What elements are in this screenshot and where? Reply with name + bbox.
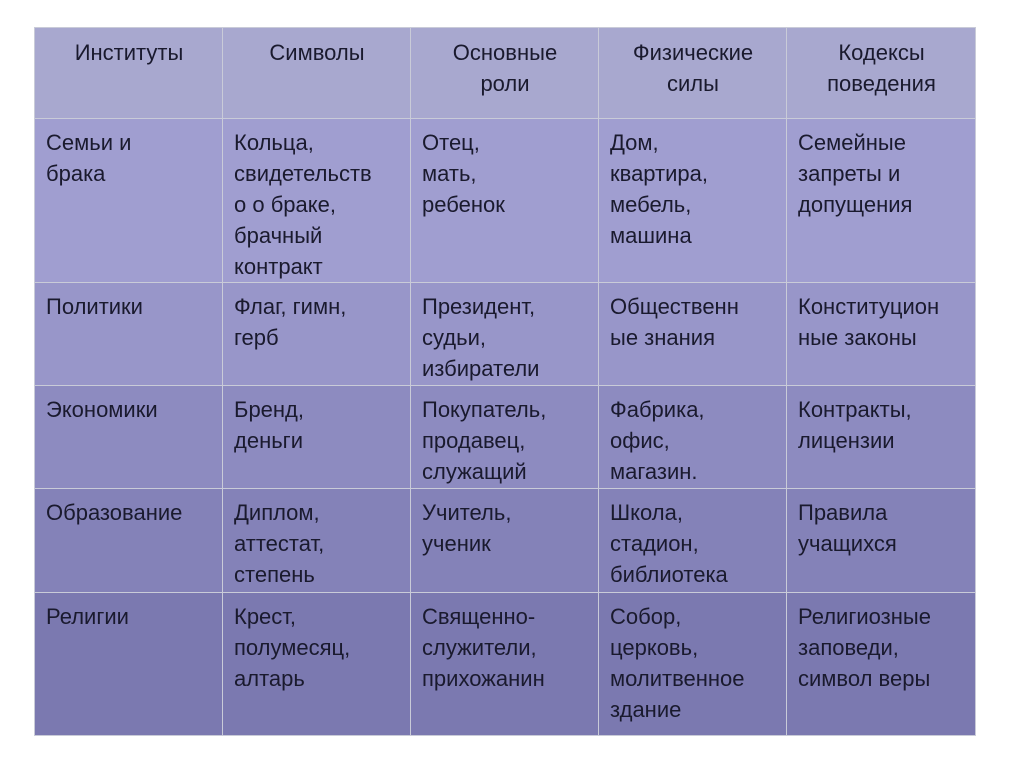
cell-symbols: Диплом, аттестат, степень xyxy=(223,489,411,593)
cell-physical: Дом, квартира, мебель, машина xyxy=(599,119,787,283)
cell-symbols: Флаг, гимн, герб xyxy=(223,283,411,386)
header-physical-forces: Физические силы xyxy=(599,28,787,119)
cell-codes: Семейные запреты и допущения xyxy=(787,119,976,283)
cell-physical: Школа, стадион, библиотека xyxy=(599,489,787,593)
cell-institution: Образование xyxy=(35,489,223,593)
header-symbols: Символы xyxy=(223,28,411,119)
cell-codes: Религиозные заповеди, символ веры xyxy=(787,593,976,736)
cell-roles: Священно- служители, прихожанин xyxy=(411,593,599,736)
table-row xyxy=(35,386,976,489)
cell-institution: Экономики xyxy=(35,386,223,489)
cell-physical: Фабрика, офис, магазин. xyxy=(599,386,787,489)
cell-roles: Учитель, ученик xyxy=(411,489,599,593)
cell-symbols: Кольца, свидетельств о о браке, брачный контракт xyxy=(223,119,411,283)
table-row xyxy=(35,119,976,283)
cell-institution: Семьи и брака xyxy=(35,119,223,283)
cell-codes: Правила учащихся xyxy=(787,489,976,593)
cell-roles: Отец, мать, ребенок xyxy=(411,119,599,283)
cell-institution: Политики xyxy=(35,283,223,386)
header-row xyxy=(35,28,976,119)
cell-physical: Собор, церковь, молитвенное здание xyxy=(599,593,787,736)
cell-codes: Конституцион ные законы xyxy=(787,283,976,386)
cell-institution: Религии xyxy=(35,593,223,736)
header-codes-of-behavior: Кодексы поведения xyxy=(787,28,976,119)
table-body xyxy=(35,119,976,736)
institutions-table xyxy=(34,27,976,736)
header-institutions: Институты xyxy=(35,28,223,119)
table-row xyxy=(35,283,976,386)
cell-codes: Контракты, лицензии xyxy=(787,386,976,489)
cell-symbols: Бренд, деньги xyxy=(223,386,411,489)
header-main-roles: Основные роли xyxy=(411,28,599,119)
table-row xyxy=(35,489,976,593)
cell-physical: Общественн ые знания xyxy=(599,283,787,386)
table-header xyxy=(35,28,976,119)
table-row xyxy=(35,593,976,736)
cell-roles: Президент, судьи, избиратели xyxy=(411,283,599,386)
cell-symbols: Крест, полумесяц, алтарь xyxy=(223,593,411,736)
cell-roles: Покупатель, продавец, служащий xyxy=(411,386,599,489)
